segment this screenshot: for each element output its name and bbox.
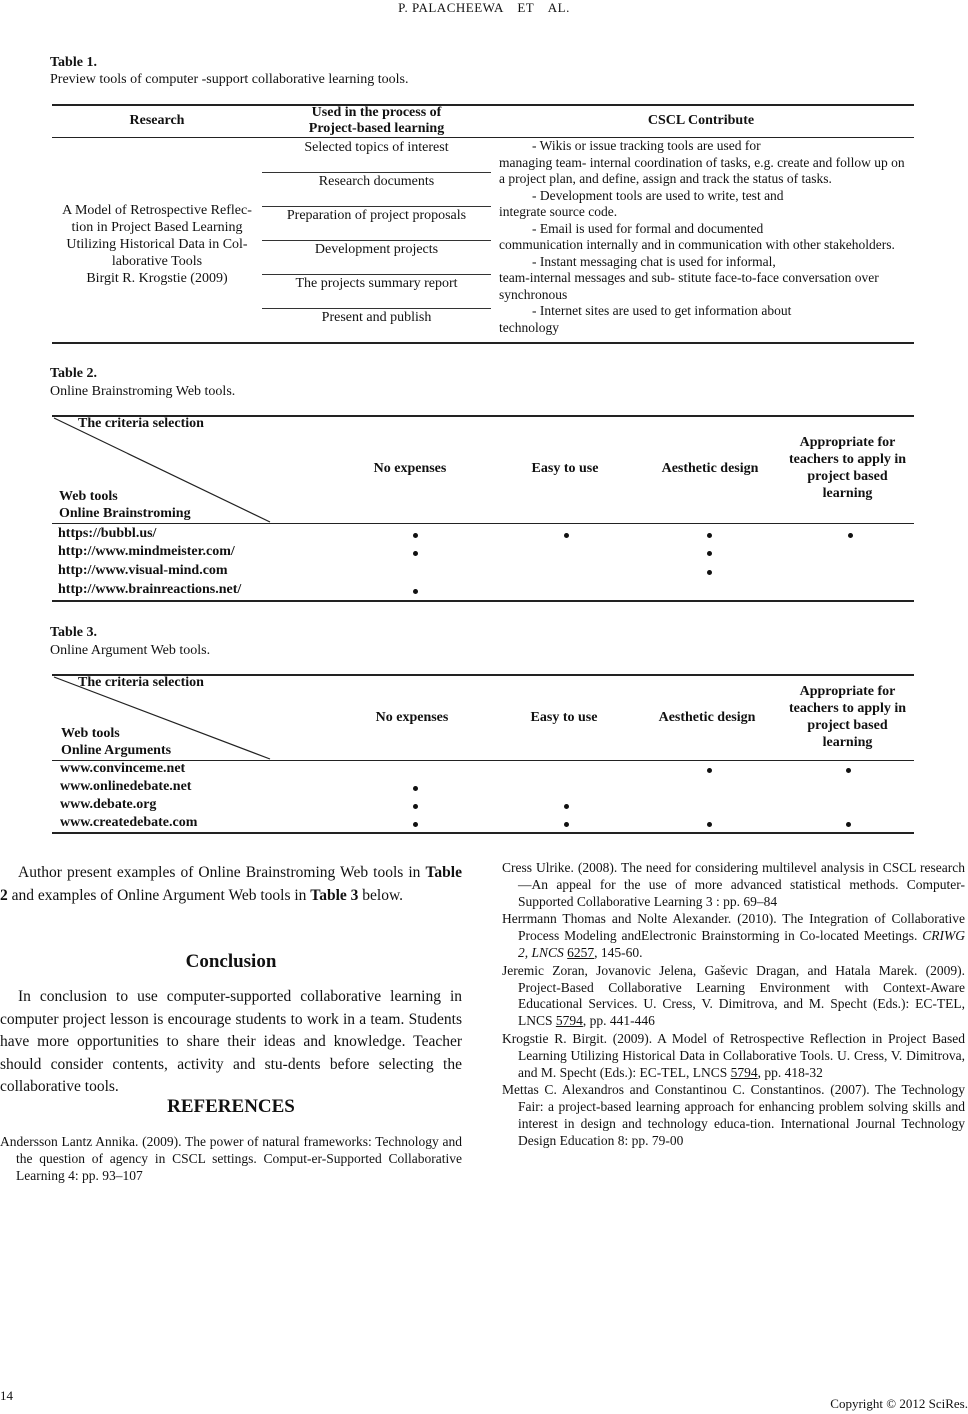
table1-number: Table 1. bbox=[50, 55, 97, 70]
check-mark-dot bbox=[413, 804, 418, 809]
table1-bottom-rule bbox=[52, 342, 914, 344]
check-mark-dot bbox=[707, 822, 712, 827]
check-mark-dot bbox=[564, 804, 569, 809]
table3-col-head: Aesthetic design bbox=[658, 710, 756, 725]
table3-row-url: www.convinceme.net bbox=[60, 761, 186, 776]
table2-title: Online Brainstroming Web tools. bbox=[50, 384, 236, 399]
table1-process-divider bbox=[262, 172, 491, 173]
contribute-line: a project plan, and define, assign and track the status of tasks. bbox=[499, 171, 832, 186]
check-mark-dot bbox=[413, 551, 418, 556]
check-mark-dot bbox=[707, 570, 712, 575]
table1-research-line: tion in Project Based Learning bbox=[71, 220, 243, 235]
table2-row-url: https://bubbl.us/ bbox=[58, 526, 157, 541]
reference-herrmann bbox=[502, 911, 965, 961]
table3-row-url: www.createdebate.com bbox=[60, 815, 198, 830]
reference-krogstie-pages: , pp. 418-32 bbox=[757, 1064, 823, 1080]
table1-process-item: The projects summary report bbox=[295, 276, 458, 291]
table1-header-contribute: CSCL Contribute bbox=[647, 113, 755, 128]
intro-paragraph bbox=[0, 862, 462, 907]
table3-col-head: No expenses bbox=[375, 710, 449, 725]
reference-herrmann-pages: , 145-60. bbox=[594, 944, 643, 960]
contribute-line: - Internet sites are used to get information about bbox=[532, 303, 792, 318]
table3-row-label bbox=[61, 725, 171, 759]
check-mark-dot bbox=[707, 768, 712, 773]
table1-process-item: Selected topics of interest bbox=[304, 140, 449, 155]
table1-title: Preview tools of computer -support collaborative learning tools. bbox=[50, 72, 409, 87]
contribute-line: communication internally and in communication with other stakeholders. bbox=[499, 237, 895, 252]
reference-herrmann-text: Herrmann Thomas and Nolte Alexander. (2010). The Integration of Collaborative Process Modeling andElectronic Brainstorming in Co-located Meetings. bbox=[502, 911, 965, 944]
table2-row-url: http://www.brainreactions.net/ bbox=[58, 582, 242, 597]
check-mark-dot bbox=[707, 533, 712, 538]
table1-process-item: Preparation of project proposals bbox=[286, 208, 467, 223]
table1-header-process bbox=[262, 105, 491, 137]
copyright: Copyright © 2012 SciRes. bbox=[830, 1396, 968, 1411]
table2-col-head: Aesthetic design bbox=[661, 461, 759, 476]
table1-research-cell bbox=[52, 202, 262, 287]
check-mark-dot bbox=[413, 533, 418, 538]
table1-research-line: laborative Tools bbox=[111, 254, 203, 269]
check-mark-dot bbox=[413, 822, 418, 827]
reference-jeremic-volume: 5794 bbox=[555, 1013, 583, 1029]
table1-contribute-cell bbox=[499, 138, 911, 336]
intro-text-c: below. bbox=[358, 886, 404, 904]
table1-process-divider bbox=[262, 240, 491, 241]
table1-research-line: Utilizing Historical Data in Col- bbox=[66, 237, 248, 252]
intro-text-a: Author present examples of Online Brainstroming Web tools in bbox=[18, 864, 426, 881]
table1-header-process-line1: Used in the process of bbox=[311, 105, 442, 120]
check-mark-dot bbox=[846, 768, 851, 773]
check-mark-dot bbox=[564, 533, 569, 538]
contribute-line: integrate source code. bbox=[499, 204, 618, 219]
conclusion-paragraph: In conclusion to use computer-supported collaborative learning in computer project lesson is encourage students to work in a team. Students have more opportunities to share their ideas and knowledge. Teacher should consider contents, activity and stu-dents before selecting the collaborative tools. bbox=[0, 988, 462, 1095]
table1-process-divider bbox=[262, 206, 491, 207]
table3-row-url: www.onlinedebate.net bbox=[60, 779, 192, 794]
reference-jeremic-text: Jeremic Zoran, Jovanovic Jelena, Gaševic Dragan, and Hatala Marek. (2009). Project-Based Collaborative Learning Environment with Context-Aware Educational Services. U. Cress, V. Dimitrova, and M. Specht (Eds.): EC-TEL, LNCS bbox=[502, 962, 965, 1029]
contribute-line: - Development tools are used to write, test and bbox=[532, 187, 784, 203]
table1-header-research: Research bbox=[129, 113, 185, 128]
check-mark-dot bbox=[564, 822, 569, 827]
check-mark-dot bbox=[413, 786, 418, 791]
reference-krogstie-volume: 5794 bbox=[730, 1064, 758, 1080]
contribute-line: - Wikis or issue tracking tools are used for bbox=[532, 138, 761, 153]
table3-col-head: Easy to use bbox=[530, 710, 598, 725]
table3-row-url: www.debate.org bbox=[60, 797, 157, 812]
intro-table3-ref: Table 3 bbox=[310, 886, 359, 904]
references-left bbox=[0, 1134, 462, 1185]
table2-col-head: No expenses bbox=[373, 461, 447, 476]
contribute-line: - Email is used for formal and documented bbox=[532, 220, 764, 236]
reference-andersson: Andersson Lantz Annika. (2009). The power of natural frameworks: Technology and the question of agency in CSCL settings. Comput-er-Supported Collaborative Learning 4: pp. 93–107 bbox=[0, 1134, 462, 1183]
table2-row-label bbox=[59, 488, 191, 522]
contribute-line: managing team- internal coordination of tasks, e.g. create and follow up on bbox=[499, 154, 905, 170]
table3-row-label-line1: Web tools bbox=[61, 726, 120, 741]
table1-research-line: Birgit R. Krogstie (2009) bbox=[86, 271, 228, 286]
contribute-line: synchronous bbox=[499, 286, 568, 302]
contribute-line: - Instant messaging chat is used for informal, bbox=[532, 253, 776, 269]
contribute-line: technology bbox=[499, 319, 559, 335]
check-mark-dot bbox=[848, 533, 853, 538]
table2-col-head: Appropriate for teachers to apply in project based learning bbox=[788, 435, 907, 501]
reference-herrmann-volume: 6257 bbox=[567, 944, 595, 960]
running-head: P. PALACHEEWA ET AL. bbox=[398, 0, 570, 15]
reference-krogstie-text: Krogstie R. Birgit. (2009). A Model of Retrospective Reflection in Project Based Learning Utilizing Historical Data in Collaborative Tools. U. Cress, V. Dimitrova, and M. Specht (Eds.): EC-TEL, LNCS bbox=[502, 1030, 965, 1080]
check-mark-dot bbox=[707, 551, 712, 556]
table1-process-item: Present and publish bbox=[321, 310, 432, 325]
table3-title: Online Argument Web tools. bbox=[50, 643, 211, 658]
reference-mettas: Mettas C. Alexandros and Constantinou C. Constantinos. (2007). The Technology Fair: a project-based learning approach for enhancing problem solving skills and interest in design and technology educa-tion. International Journal Technology Design Education 8: pp. 79-00 bbox=[502, 1082, 965, 1148]
contribute-line: team-internal messages and sub- stitute face-to-face conversation over bbox=[499, 270, 879, 285]
reference-herrmann-series: CRIWG 2, LNCS bbox=[518, 928, 965, 960]
table1-process-item: Development projects bbox=[314, 242, 439, 257]
intro-text-b: and examples of Online Argument Web tools in bbox=[7, 886, 311, 904]
table2-row-label-line2: Online Brainstroming bbox=[59, 506, 191, 521]
table2-row-url: http://www.mindmeister.com/ bbox=[58, 544, 235, 559]
check-mark-dot bbox=[413, 589, 418, 594]
check-mark-dot bbox=[846, 822, 851, 827]
page-number: 14 bbox=[0, 1388, 13, 1403]
conclusion-heading: Conclusion bbox=[185, 951, 277, 972]
references-heading: REFERENCES bbox=[167, 1096, 295, 1117]
reference-cress: Cress Ulrike. (2008). The need for considering multilevel analysis in CSCL research—An appeal for the use of more advanced statistical methods. Computer-Supported Collaborative Learning 3 : pp. 69–84 bbox=[502, 860, 965, 909]
table2-bottom-rule bbox=[52, 600, 914, 602]
intro-table2-ref: Table 2 bbox=[0, 864, 462, 904]
table3-criteria-label: The criteria selection bbox=[78, 675, 204, 690]
table1-header-process-line2: Project-based learning bbox=[308, 121, 445, 136]
table1-process-item: Research documents bbox=[318, 174, 435, 189]
table3-col-head: Appropriate for teachers to apply in project based learning bbox=[788, 684, 907, 750]
reference-jeremic bbox=[502, 963, 965, 1030]
reference-krogstie bbox=[502, 1031, 965, 1081]
table2-row-url: http://www.visual-mind.com bbox=[58, 563, 228, 578]
table3-number: Table 3. bbox=[50, 625, 97, 640]
table2-row-label-line1: Web tools bbox=[59, 489, 118, 504]
table1-process-divider bbox=[262, 274, 491, 275]
references-right bbox=[502, 860, 965, 1151]
table2-criteria-label: The criteria selection bbox=[78, 416, 204, 431]
table3-row-label-line2: Online Arguments bbox=[61, 743, 172, 758]
reference-jeremic-pages: , pp. 441-446 bbox=[582, 1013, 655, 1029]
table3-bottom-rule bbox=[52, 832, 914, 834]
table2-col-head: Easy to use bbox=[531, 461, 599, 476]
table1-process-divider bbox=[262, 308, 491, 309]
table1-research-line: A Model of Retrospective Reflec- bbox=[62, 203, 252, 218]
table2-number: Table 2. bbox=[50, 366, 97, 381]
